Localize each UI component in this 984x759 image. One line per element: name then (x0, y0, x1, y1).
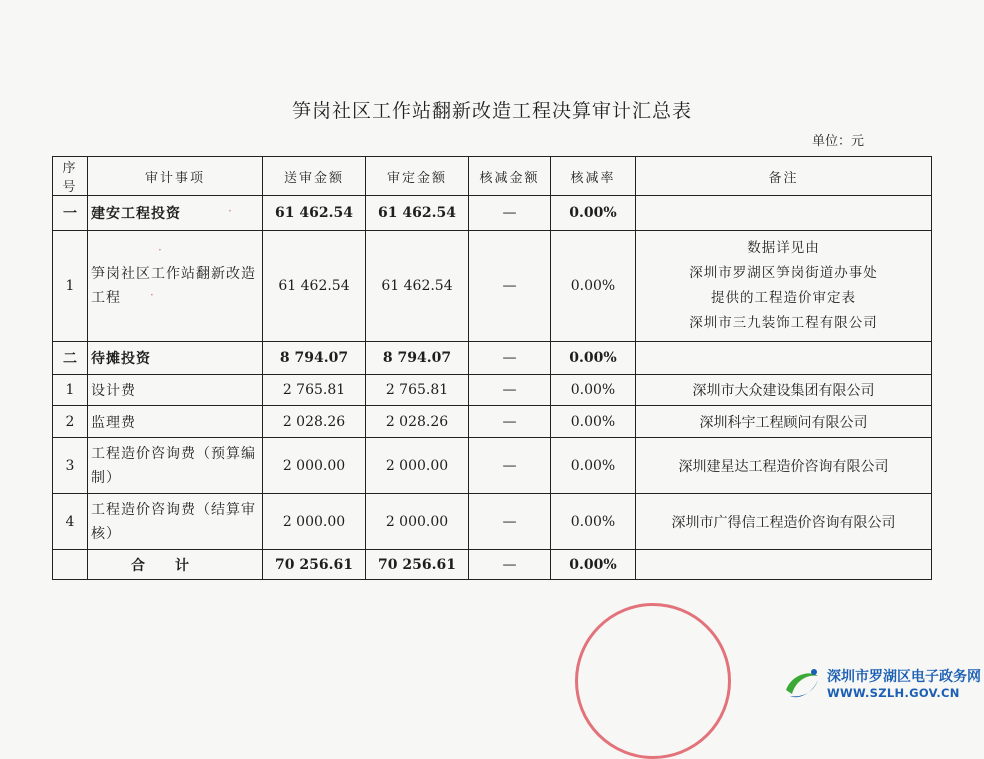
official-seal-stamp (575, 603, 731, 759)
total-reduced: — (469, 550, 551, 580)
cell-reduced: — (469, 196, 551, 231)
audit-summary-table (52, 156, 932, 580)
cell-rate: 0.00% (551, 231, 636, 342)
cell-submitted: 8 794.07 (263, 342, 366, 375)
site-name: 深圳市罗湖区电子政务网 (827, 669, 981, 685)
cell-remark: 深圳科宇工程顾问有限公司 (636, 406, 932, 438)
cell-rate: 0.00% (551, 494, 636, 550)
ink-mark: · (158, 243, 162, 257)
cell-seq: 一 (53, 196, 88, 231)
cell-remark: 深圳市广得信工程造价咨询有限公司 (636, 494, 932, 550)
cell-submitted: 2 028.26 (263, 406, 366, 438)
unit-label: 单位：元 (812, 134, 865, 149)
cell-reduced: — (469, 406, 551, 438)
cell-rate: 0.00% (551, 196, 636, 231)
cell-remark (636, 231, 932, 342)
cell-approved: 61 462.54 (366, 231, 469, 342)
cell-reduced: — (469, 438, 551, 494)
cell-remark: 深圳建星达工程造价咨询有限公司 (636, 438, 932, 494)
cell-reduced: — (469, 494, 551, 550)
table-row (53, 342, 932, 375)
cell-remark: 深圳市大众建设集团有限公司 (636, 375, 932, 406)
remark-line: 深圳市三九装饰工程有限公司 (689, 315, 878, 331)
cell-seq: 1 (53, 375, 88, 406)
cell-rate: 0.00% (551, 438, 636, 494)
header-reduced: 核减金额 (469, 157, 551, 196)
cell-seq: 2 (53, 406, 88, 438)
table-row (53, 375, 932, 406)
cell-item: 待摊投资 (88, 342, 263, 375)
total-rate: 0.00% (551, 550, 636, 580)
total-label: 合计 (88, 550, 263, 580)
cell-seq: 1 (53, 231, 88, 342)
cell-approved: 8 794.07 (366, 342, 469, 375)
cell-submitted: 61 462.54 (263, 196, 366, 231)
cell-seq: 二 (53, 342, 88, 375)
cell-rate: 0.00% (551, 375, 636, 406)
cell-reduced: — (469, 342, 551, 375)
cell-seq: 3 (53, 438, 88, 494)
cell-rate: 0.00% (551, 342, 636, 375)
table-row (53, 406, 932, 438)
cell-submitted: 61 462.54 (263, 231, 366, 342)
cell-reduced: — (469, 231, 551, 342)
header-seq: 序号 (53, 157, 88, 196)
cell-submitted: 2 000.00 (263, 438, 366, 494)
cell-item: 设计费 (88, 375, 263, 406)
remark-line: 提供的工程造价审定表 (711, 290, 856, 306)
cell-remark (636, 196, 932, 231)
cell-approved: 2 000.00 (366, 494, 469, 550)
header-rate: 核减率 (551, 157, 636, 196)
cell-remark (636, 550, 932, 580)
header-submitted: 送审金额 (263, 157, 366, 196)
header-approved: 审定金额 (366, 157, 469, 196)
table-total-row (53, 550, 932, 580)
cell-submitted: 2 765.81 (263, 375, 366, 406)
remark-line: 深圳市罗湖区笋岗街道办事处 (689, 265, 878, 281)
cell-approved: 2 000.00 (366, 438, 469, 494)
cell-item: 工程造价咨询费（预算编制） (88, 438, 263, 494)
cell-submitted: 2 000.00 (263, 494, 366, 550)
remark-line: 数据详见由 (747, 240, 820, 256)
site-url: WWW.SZLH.GOV.CN (827, 686, 960, 700)
total-approved: 70 256.61 (366, 550, 469, 580)
ink-mark: · (228, 204, 232, 218)
cell-remark (636, 342, 932, 375)
cell-item: 笋岗社区工作站翻新改造工程 (88, 231, 263, 342)
table-row (53, 196, 932, 231)
cell-rate: 0.00% (551, 406, 636, 438)
cell-seq (53, 550, 88, 580)
cell-approved: 2 765.81 (366, 375, 469, 406)
cell-seq: 4 (53, 494, 88, 550)
swoosh-logo-icon (782, 664, 822, 704)
table-row (53, 494, 932, 550)
table-row (53, 438, 932, 494)
header-item: 审计事项 (88, 157, 263, 196)
header-remark: 备注 (636, 157, 932, 196)
table-row (53, 231, 932, 342)
cell-item: 建安工程投资 (88, 196, 263, 231)
cell-approved: 61 462.54 (366, 196, 469, 231)
table-header-row (53, 157, 932, 196)
cell-item: 监理费 (88, 406, 263, 438)
cell-item: 工程造价咨询费（结算审核） (88, 494, 263, 550)
cell-approved: 2 028.26 (366, 406, 469, 438)
ink-mark: · (150, 288, 154, 302)
total-submitted: 70 256.61 (263, 550, 366, 580)
document-title: 笋岗社区工作站翻新改造工程决算审计汇总表 (291, 100, 692, 122)
cell-reduced: — (469, 375, 551, 406)
